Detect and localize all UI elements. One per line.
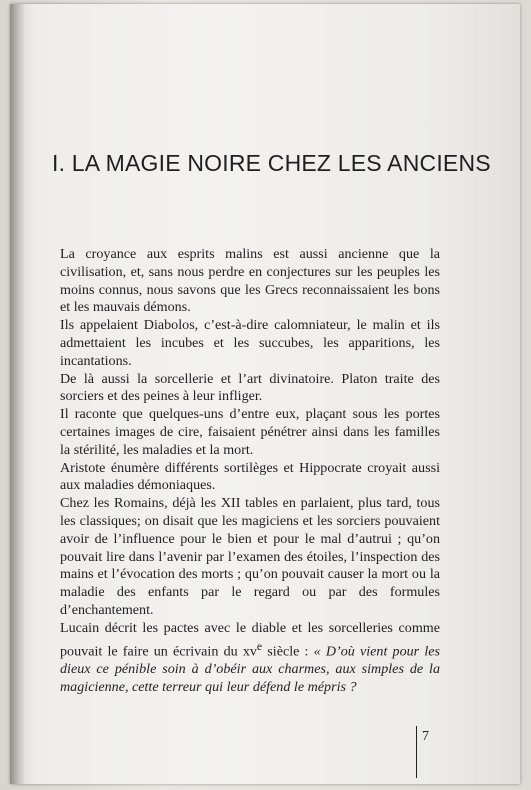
paragraph-last-after: siècle :: [262, 643, 314, 660]
body-text: [60, 246, 440, 697]
paragraph-last-text: Lucain décrit les pactes avec le diable et les sorcelleries comme pouvait le faire un écrivain du xv: [60, 619, 440, 660]
paragraph-last: [60, 620, 440, 697]
page-number: 7: [422, 729, 429, 744]
show-through-text: [160, 62, 460, 72]
page-number-rule: [416, 726, 417, 778]
paragraph: La croyance aux esprits malins est aussi ancienne que la civilisation, et, sans nous perdre en conjectures sur les peuples les moins connus, nous savons que les Grecs reconnaissaient les bons et les mauvais démons.: [60, 246, 440, 316]
century-superscript: e: [256, 639, 263, 653]
paragraph: Ils appelaient Diabolos, c’est-à-dire calomniateur, le malin et ils admettaient les incubes et les succubes, les apparitions, les incantations.: [60, 317, 440, 369]
lucan-quote: « D’où vient pour les dieux ce pénible soin à d’obéir aux charmes, aux simples de la magicienne, cette terreur qui leur défend le mépris ?: [60, 643, 440, 695]
paragraph: De là aussi la sorcellerie et l’art divinatoire. Platon traite des sorciers et des peines à leur infliger.: [60, 370, 440, 405]
book-spine: [10, 4, 24, 784]
paragraph: Aristote énumère différents sortilèges et Hippocrate croyait aussi aux maladies démoniaques.: [60, 459, 440, 494]
paragraph: Chez les Romains, déjà les XII tables en parlaient, plus tard, tous les classiques; on disait que les magiciens et les sorciers pouvaient avoir de l’influence pour le bien et pour le mal d’autrui ; qu’on pouvait lire dans l’avenir par l’examen des étoiles, l’inspection des mains et l’évocation des morts ; qu’on pouvait causer la mort ou la maladie des enfants par le regard ou par des formules d’enchantement.: [60, 495, 440, 618]
chapter-title: I. LA MAGIE NOIRE CHEZ LES ANCIENS: [52, 150, 491, 176]
paragraph: Il raconte que quelques-uns d’entre eux, plaçant sous les portes certaines images de cire, faisaient pénétrer ainsi dans les familles la stérilité, les maladies et la mort.: [60, 406, 440, 458]
